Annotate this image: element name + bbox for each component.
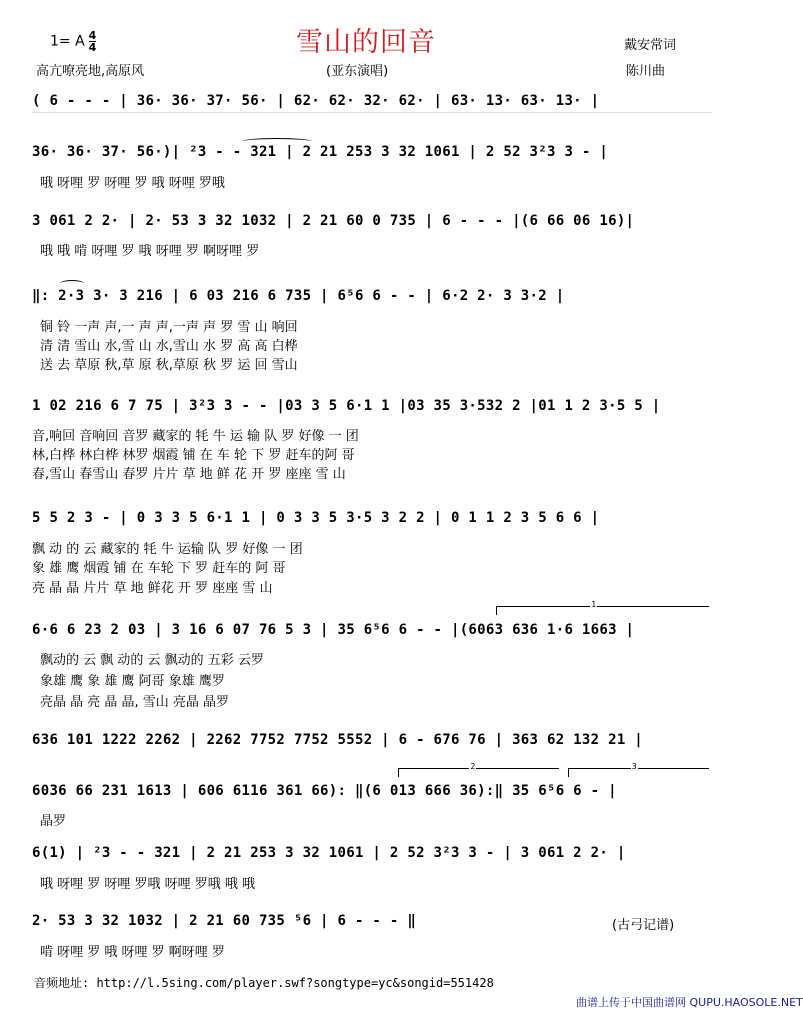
score-line-8: 636 101 1222 2262 | 2262 7752 7752 5552 | 6 - 676 76 | 363 62 132 21 | [32, 732, 644, 748]
time-signature [89, 30, 97, 53]
lyrics-line-2: 哦 呀哩 罗 呀哩 罗 哦 呀哩 罗哦 [40, 176, 225, 191]
score-line-2: 36· 36· 37· 56·)| ²3 - - 321 | 2 21 253 3 32 1061 | 2 52 3²3 3 - | [32, 144, 609, 160]
volta-3 [568, 762, 709, 777]
volta-3-label: 3 [631, 762, 637, 771]
lyrics-line-6-verse-1: 飘 动 的 云 藏家的 牦 牛 运输 队 罗 好像 一 团 [32, 542, 303, 557]
performance-style: 高亢嘹亮地,高原风 [36, 64, 145, 79]
volta-1 [496, 600, 709, 615]
score-line-10: 6(1) | ²3 - - 321 | 2 21 253 3 32 1061 | 2 52 3²3 3 - | 3 061 2 2· | [32, 845, 626, 861]
score-line-1: ( 6 - - - | 36· 36· 37· 56· | 62· 62· 32· 62· | 63· 13· 63· 13· | [32, 93, 600, 109]
time-sig-top: 4 [88, 29, 97, 42]
volta-2-label: 2 [470, 762, 476, 771]
performer: (亚东演唱) [326, 64, 389, 79]
line-divider [32, 112, 712, 113]
slur-arc [60, 280, 84, 287]
lyrics-line-7-verse-2: 象雄 鹰 象 雄 鹰 阿哥 象雄 鹰罗 [40, 674, 225, 689]
lyricist: 戴安常词 [624, 38, 677, 53]
audio-address: 音频地址: http://l.5sing.com/player.swf?songtype=yc&songid=551428 [34, 976, 494, 990]
lyrics-line-10: 哦 呀哩 罗 呀哩 罗哦 呀哩 罗哦 哦 哦 [40, 877, 256, 892]
volta-1-label: 1 [591, 600, 597, 609]
transcriber-credit: (古弓记谱) [612, 918, 675, 933]
lyrics-line-6-verse-3: 亮 晶 晶 片片 草 地 鲜花 开 罗 座座 雪 山 [32, 581, 273, 596]
key-signature [50, 30, 96, 53]
score-line-5: 1 02 216 6 7 75 | 3²3 3 - - |03 3 5 6·1 1 |03 35 3·532 2 |01 1 2 3·5 5 | [32, 398, 661, 414]
composer: 陈川曲 [626, 64, 666, 79]
score-line-4: ‖: 2·3 3· 3 216 | 6 03 216 6 735 | 6⁵6 6 - - | 6·2 2· 3 3·2 | [32, 288, 565, 304]
lyrics-line-4-verse-2: 清 清 雪山 水,雪 山 水,雪山 水 罗 高 高 白桦 [40, 339, 298, 354]
lyrics-line-7-verse-3: 亮晶 晶 亮 晶 晶, 雪山 亮晶 晶罗 [40, 695, 230, 710]
score-line-3: 3 061 2 2· | 2· 53 3 32 1032 | 2 21 60 0 735 | 6 - - - |(6 66 06 16)| [32, 213, 635, 229]
site-footer: 曲谱上传于中国曲谱网 QUPU.HAOSOLE.NET [576, 996, 803, 1009]
score-line-7: 6·6 6 23 2 03 | 3 16 6 07 76 5 3 | 35 6⁵6 6 - - |(6063 636 1·6 1663 | [32, 622, 635, 638]
lyrics-line-9: 晶罗 [40, 814, 67, 829]
lyrics-line-3: 哦 哦 啃 呀哩 罗 哦 呀哩 罗 啊呀哩 罗 [40, 244, 260, 259]
lyrics-line-6-verse-2: 象 雄 鹰 烟霞 铺 在 车轮 下 罗 赶车的 阿 哥 [32, 561, 286, 576]
lyrics-line-4-verse-3: 送 去 草原 秋,草 原 秋,草原 秋 罗 运 回 雪山 [40, 358, 298, 373]
song-title: 雪山的回音 [296, 27, 436, 58]
score-line-6: 5 5 2 3 - | 0 3 3 5 6·1 1 | 0 3 3 5 3·5 3 2 2 | 0 1 1 2 3 5 6 6 | [32, 510, 600, 526]
volta-2 [398, 762, 559, 777]
time-sig-bottom: 4 [88, 41, 97, 54]
lyrics-line-7-verse-1: 飘动的 云 飘 动的 云 飘动的 五彩 云罗 [40, 653, 264, 668]
lyrics-line-5-verse-1: 音,响回 音响回 音罗 藏家的 牦 牛 运 输 队 罗 好像 一 团 [32, 429, 359, 444]
score-line-9: 6036 66 231 1613 | 606 6116 361 66): ‖(6 013 666 36):‖ 35 6⁵6 6 - | [32, 783, 617, 799]
lyrics-line-11: 啃 呀哩 罗 哦 呀哩 罗 啊呀哩 罗 [40, 945, 225, 960]
key-label: 1= A [50, 33, 85, 50]
lyrics-line-5-verse-2: 林,白桦 林白桦 林罗 烟霞 铺 在 车 轮 下 罗 赶车的阿 哥 [32, 448, 355, 463]
lyrics-line-4-verse-1: 铜 铃 一声 声,一 声 声,一声 声 罗 雪 山 响回 [40, 320, 298, 335]
lyrics-line-5-verse-3: 春,雪山 春雪山 春罗 片片 草 地 鲜 花 开 罗 座座 雪 山 [32, 467, 346, 482]
score-line-11: 2· 53 3 32 1032 | 2 21 60 735 ⁵6 | 6 - - - ‖ [32, 913, 417, 929]
